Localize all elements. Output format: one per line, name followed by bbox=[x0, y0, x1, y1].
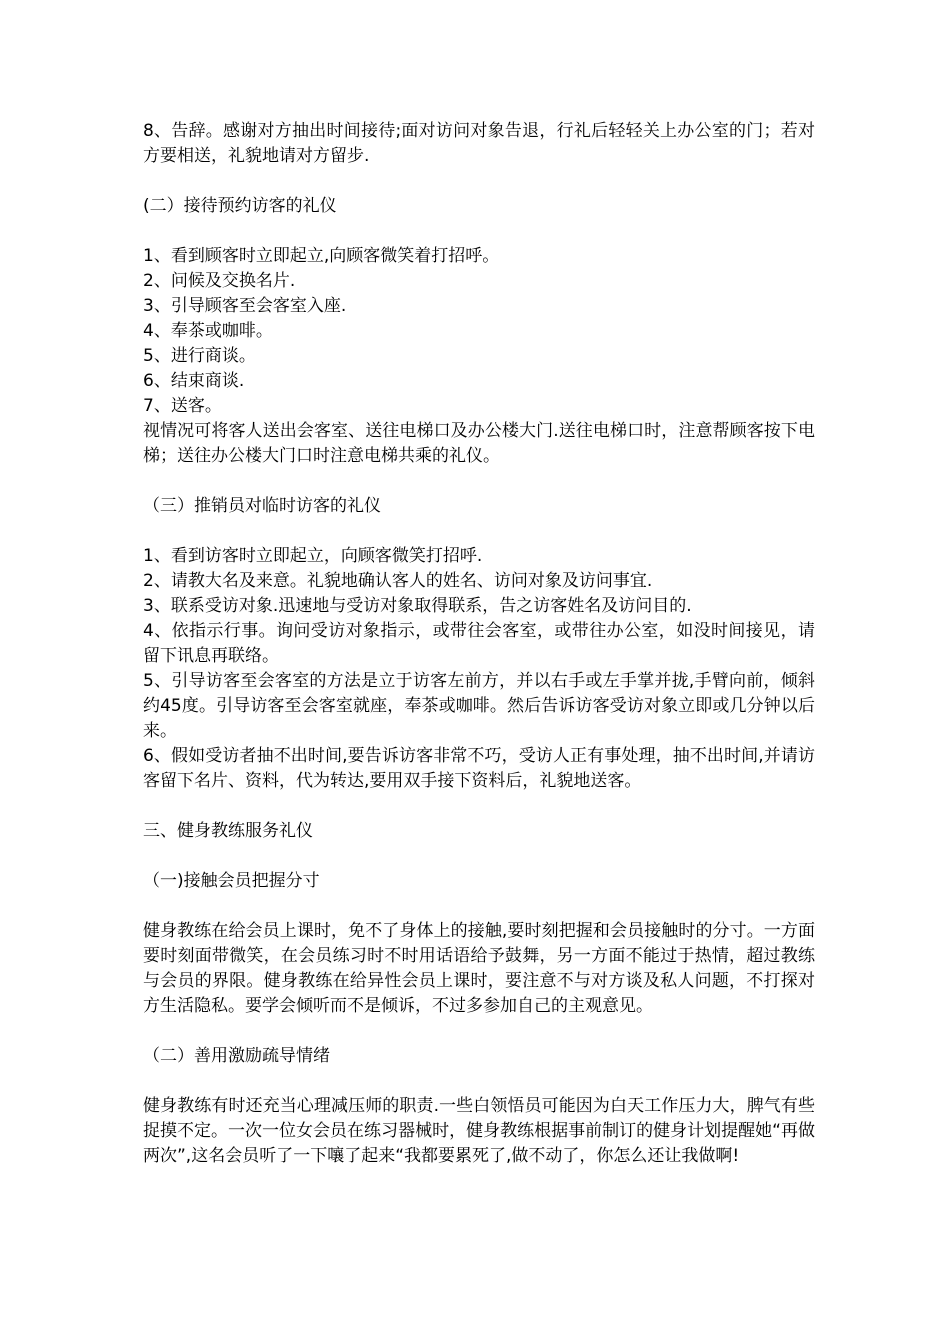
subheading-motivation: （二）善用激励疏导情绪 bbox=[143, 1046, 330, 1066]
list-item: 2、问候及交换名片. bbox=[143, 271, 296, 291]
list-item: 5、引导访客至会客室的方法是立于访客左前方，并以右手或左手掌并拢,手臂向前，倾斜约45度。引导访客至会客室就座，奉茶或咖啡。然后告诉访客受访对象立即或几分钟以后来。 bbox=[143, 671, 815, 741]
heading-appointment-visitors: (二）接待预约访客的礼仪 bbox=[143, 196, 337, 216]
list-item: 4、奉茶或咖啡。 bbox=[143, 321, 273, 341]
contact-boundaries-paragraph: 健身教练在给会员上课时，免不了身体上的接触,要时刻把握和会员接触时的分寸。一方面要时刻面带微笑，在会员练习时不时用话语给予鼓舞，另一方面不能过于热情，超过教练与会员的界限。健身教练在给异性会员上课时，要注意不与对方谈及私人问题，不打探对方生活隐私。要学会倾听而不是倾诉，不过多参加自己的主观意见。 bbox=[143, 921, 815, 1016]
list-item: 1、看到访客时立即起立，向顾客微笑打招呼. bbox=[143, 546, 483, 566]
section-title-fitness-coach: 三、健身教练服务礼仪 bbox=[143, 821, 313, 841]
list-item: 3、引导顾客至会客室入座. bbox=[143, 296, 347, 316]
list-item: 2、请教大名及来意。礼貌地确认客人的姓名、访问对象及访问事宜. bbox=[143, 571, 653, 591]
list-item: 1、看到顾客时立即起立,向顾客微笑着打招呼。 bbox=[143, 246, 500, 266]
list-item: 3、联系受访对象.迅速地与受访对象取得联系，告之访客姓名及访问目的. bbox=[143, 596, 692, 616]
step-8-paragraph: 8、告辞。感谢对方抽出时间接待;面对访问对象告退，行礼后轻轻关上办公室的门；若对方要相送，礼貌地请对方留步. bbox=[143, 121, 815, 166]
list-item: 7、送客。 bbox=[143, 396, 222, 416]
list-item: 6、结束商谈. bbox=[143, 371, 245, 391]
escort-paragraph: 视情况可将客人送出会客室、送往电梯口及办公楼大门.送往电梯口时，注意帮顾客按下电梯；送往办公楼大门口时注意电梯共乘的礼仪。 bbox=[143, 421, 815, 466]
list-item: 5、进行商谈。 bbox=[143, 346, 256, 366]
subheading-contact-boundaries: （一)接触会员把握分寸 bbox=[143, 871, 320, 891]
motivation-paragraph: 健身教练有时还充当心理减压师的职责.一些白领悟员可能因为白天工作压力大，脾气有些捉摸不定。一次一位女会员在练习器械时，健身教练根据事前制订的健身计划提醒她“再做两次”,这名会员听了一下嚷了起来“我都要累死了,做不动了，你怎么还让我做啊! bbox=[143, 1096, 815, 1166]
list-item: 6、假如受访者抽不出时间,要告诉访客非常不巧，受访人正有事处理，抽不出时间,并请访客留下名片、资料，代为转达,要用双手接下资料后，礼貌地送客。 bbox=[143, 746, 815, 791]
document-body bbox=[143, 119, 815, 1169]
heading-walkin-visitors: （三）推销员对临时访客的礼仪 bbox=[143, 496, 381, 516]
list-item: 4、依指示行事。询问受访对象指示，或带往会客室，或带往办公室，如没时间接见，请留下讯息再联络。 bbox=[143, 621, 815, 666]
